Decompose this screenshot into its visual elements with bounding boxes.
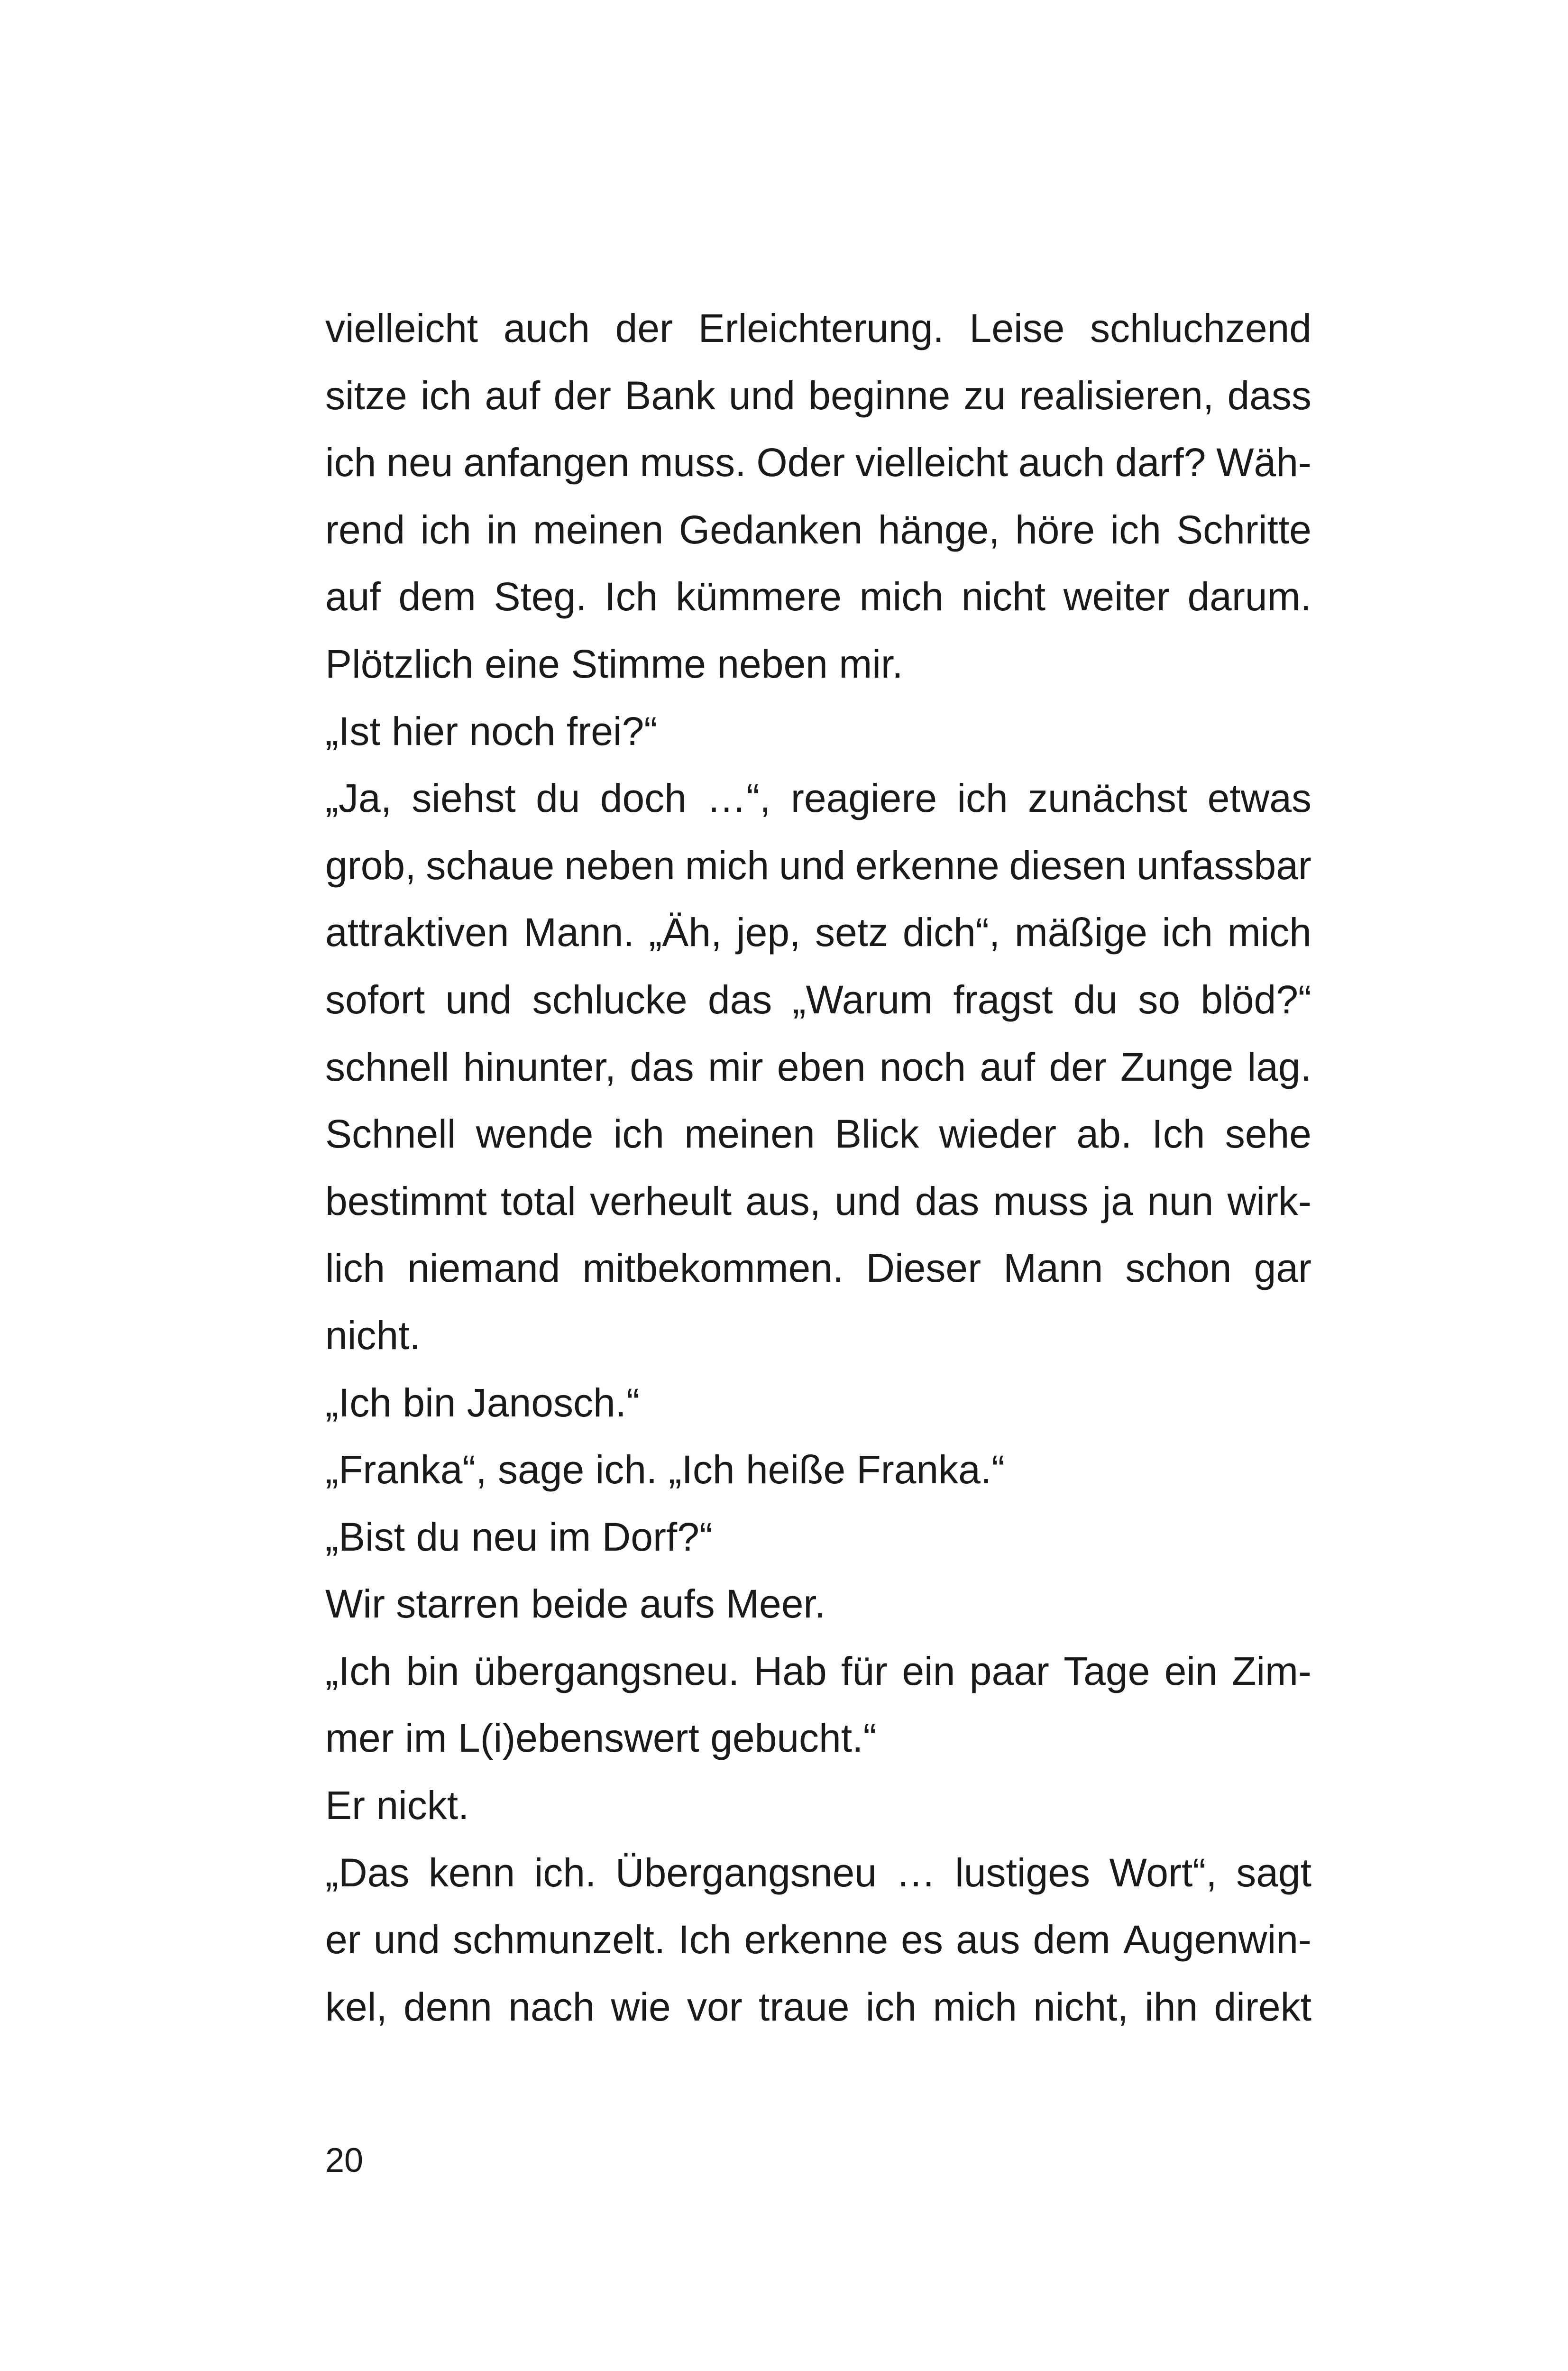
word: mir — [707, 1044, 763, 1089]
word: auf — [325, 574, 381, 619]
word: total — [501, 1178, 576, 1223]
text-line — [325, 429, 1311, 496]
word: ich — [957, 776, 1008, 821]
word: Schnell — [325, 1112, 456, 1157]
word: Ich — [678, 1917, 732, 1962]
word: bestimmt — [325, 1178, 487, 1223]
word: Dieser — [866, 1246, 981, 1291]
word: und — [373, 1917, 440, 1962]
word: aus — [955, 1917, 1020, 1962]
word: schmunzelt. — [453, 1917, 666, 1962]
word: kel, — [325, 1984, 387, 2029]
word: auch — [503, 306, 590, 350]
word: lich — [325, 1246, 385, 1291]
word: auf — [980, 1044, 1036, 1089]
word: auf — [485, 373, 541, 418]
word: denn — [403, 1984, 492, 2029]
word: nach — [508, 1984, 595, 2029]
word: ab. — [1076, 1112, 1132, 1157]
word: doch — [600, 776, 687, 821]
word: Ich — [605, 574, 658, 619]
word: sitze — [325, 373, 407, 418]
word: und — [779, 843, 846, 888]
word: paar — [969, 1648, 1049, 1693]
word: mich — [859, 574, 944, 619]
text-line: „Bist du neu im Dorf?“ — [325, 1514, 713, 1559]
body-text — [325, 295, 1311, 2040]
word: auch — [1018, 440, 1105, 485]
word: vielleicht — [855, 440, 1009, 485]
word: dem — [1033, 1917, 1110, 1962]
word: lag. — [1247, 1044, 1311, 1089]
word: darf? — [1115, 440, 1206, 485]
word: höre — [1015, 507, 1095, 552]
word: dich“, — [902, 910, 1000, 955]
word: Zim- — [1232, 1648, 1311, 1693]
text-line — [325, 362, 1311, 430]
word: der — [553, 373, 611, 418]
word: „Äh, — [649, 910, 722, 955]
word: ich — [1162, 910, 1213, 955]
word: blöd?“ — [1201, 977, 1311, 1022]
word: zu — [963, 373, 1006, 418]
text-line: mer im L(i)ebenswert gebucht.“ — [325, 1716, 877, 1761]
word: verheult — [590, 1178, 732, 1223]
word: „Ja, — [325, 776, 392, 821]
word: Gedanken — [679, 507, 863, 552]
word: Mann. — [523, 910, 634, 955]
word: der — [1049, 1044, 1107, 1089]
word: ihn — [1145, 1984, 1198, 2029]
word: muss. — [640, 440, 746, 485]
word: in — [486, 507, 518, 552]
word: nicht, — [1033, 1984, 1128, 2029]
word: wieder — [939, 1112, 1057, 1157]
word: ich — [865, 1984, 917, 2029]
word: du — [536, 776, 580, 821]
word: ich. — [534, 1850, 596, 1895]
word: und — [728, 373, 796, 418]
word: du — [1073, 977, 1118, 1022]
word: attraktiven — [325, 910, 509, 955]
text-line: „Franka“, sage ich. „Ich heiße Franka.“ — [325, 1447, 1005, 1492]
word: schon — [1125, 1246, 1232, 1291]
word: traue — [758, 1984, 850, 2029]
text-line — [325, 496, 1311, 564]
word: darum. — [1187, 574, 1311, 619]
word: schnell — [325, 1044, 449, 1089]
word: reagiere — [790, 776, 937, 821]
word: mich — [685, 843, 770, 888]
word: Blick — [835, 1112, 919, 1157]
word: es — [901, 1917, 943, 1962]
word: mich — [1227, 910, 1311, 955]
word: schaue — [426, 843, 555, 888]
word: erkenne — [855, 843, 999, 888]
word: vor — [687, 1984, 743, 2029]
text-line — [325, 1638, 1311, 1705]
word: Oder — [756, 440, 845, 485]
word: ich — [1110, 507, 1161, 552]
word: nun — [1147, 1178, 1214, 1223]
word: erkenne — [744, 1917, 889, 1962]
word: „Das — [325, 1850, 410, 1895]
word: diesen — [1009, 843, 1127, 888]
word: vielleicht — [325, 306, 478, 350]
word: meinen — [684, 1112, 815, 1157]
word: schlucke — [532, 977, 688, 1022]
word: weiter — [1063, 574, 1170, 619]
word: wie — [611, 1984, 671, 2029]
word: meinen — [532, 507, 664, 552]
word: schluchzend — [1090, 306, 1311, 350]
word: aus, — [745, 1178, 821, 1223]
word: bin — [406, 1648, 459, 1693]
word: beginne — [808, 373, 951, 418]
word: ich — [420, 373, 472, 418]
text-line — [325, 1101, 1311, 1168]
word: Übergangsneu — [615, 1850, 877, 1895]
word: Schritte — [1176, 507, 1311, 552]
word: nicht — [961, 574, 1046, 619]
text-line: Er nickt. — [325, 1783, 469, 1828]
word: wende — [476, 1112, 594, 1157]
word: kümmere — [675, 574, 842, 619]
text-line — [325, 1839, 1311, 1907]
word: neu — [386, 440, 453, 485]
text-line — [325, 1034, 1311, 1101]
word: Tage — [1064, 1648, 1150, 1693]
word: gar — [1254, 1246, 1311, 1291]
text-line — [325, 1906, 1311, 1974]
word: dem — [398, 574, 476, 619]
text-line — [325, 1168, 1311, 1235]
word: Ich — [1152, 1112, 1205, 1157]
word: kenn — [428, 1850, 515, 1895]
word: lustiges — [955, 1850, 1090, 1895]
word: ein — [902, 1648, 955, 1693]
word: jep, — [736, 910, 801, 955]
word: direkt — [1214, 1984, 1311, 2029]
text-line — [325, 899, 1311, 966]
word: siehst — [412, 776, 516, 821]
word: „Warum — [792, 977, 933, 1022]
word: fragst — [953, 977, 1053, 1022]
word: Mann — [1003, 1246, 1103, 1291]
word: sehe — [1225, 1112, 1311, 1157]
text-line: Wir starren beide aufs Meer. — [325, 1581, 826, 1627]
word: grob, — [325, 843, 416, 888]
word: Wort“, — [1109, 1850, 1217, 1895]
word: muss — [993, 1178, 1089, 1223]
word: er — [325, 1917, 361, 1962]
word: sofort — [325, 977, 425, 1022]
word: hinunter, — [463, 1044, 616, 1089]
word: das — [630, 1044, 694, 1089]
word: das — [707, 977, 772, 1022]
word: das — [915, 1178, 980, 1223]
word: dass — [1227, 373, 1311, 418]
text-line — [325, 1974, 1311, 2041]
word: übergangsneu. — [473, 1648, 740, 1693]
word: mich — [933, 1984, 1017, 2029]
word: zunächst — [1028, 776, 1188, 821]
text-line — [325, 765, 1311, 832]
word: realisieren, — [1019, 373, 1214, 418]
word: anfangen — [463, 440, 630, 485]
word: niemand — [407, 1246, 560, 1291]
word: setz — [815, 910, 889, 955]
word: wirk- — [1227, 1178, 1311, 1223]
word: Erleichterung. — [698, 306, 944, 350]
word: Augenwin- — [1123, 1917, 1311, 1962]
word: etwas — [1207, 776, 1311, 821]
word: neben — [564, 843, 675, 888]
word: Wäh- — [1216, 440, 1311, 485]
word: ein — [1164, 1648, 1218, 1693]
word: mäßige — [1014, 910, 1147, 955]
word: und — [834, 1178, 901, 1223]
word: ja — [1102, 1178, 1133, 1223]
word: Zunge — [1120, 1044, 1234, 1089]
word: Leise — [969, 306, 1065, 350]
word: Bank — [624, 373, 715, 418]
word: hänge, — [878, 507, 1000, 552]
word: für — [841, 1648, 888, 1693]
word: „Ich — [325, 1648, 392, 1693]
word: unfassbar — [1137, 843, 1311, 888]
word: … — [896, 1850, 936, 1895]
text-line: „Ich bin Janosch.“ — [325, 1380, 640, 1425]
word: mitbekommen. — [582, 1246, 844, 1291]
text-line — [325, 832, 1311, 900]
word: Steg. — [494, 574, 587, 619]
word: der — [615, 306, 673, 350]
word: ich — [613, 1112, 664, 1157]
text-line: Plötzlich eine Stimme neben mir. — [325, 641, 903, 686]
text-line: „Ist hier noch frei?“ — [325, 708, 658, 754]
word: …“, — [706, 776, 771, 821]
word: rend — [325, 507, 405, 552]
word: noch — [879, 1044, 966, 1089]
page-number: 20 — [325, 2141, 364, 2179]
text-line — [325, 295, 1311, 362]
word: und — [445, 977, 512, 1022]
text-line — [325, 1235, 1311, 1302]
text-line — [325, 966, 1311, 1034]
word: sagt — [1236, 1850, 1311, 1895]
word: Hab — [753, 1648, 827, 1693]
word: ich — [420, 507, 471, 552]
word: ich — [325, 440, 376, 485]
text-line — [325, 563, 1311, 631]
word: so — [1138, 977, 1181, 1022]
text-line: nicht. — [325, 1313, 421, 1358]
word: eben — [777, 1044, 866, 1089]
